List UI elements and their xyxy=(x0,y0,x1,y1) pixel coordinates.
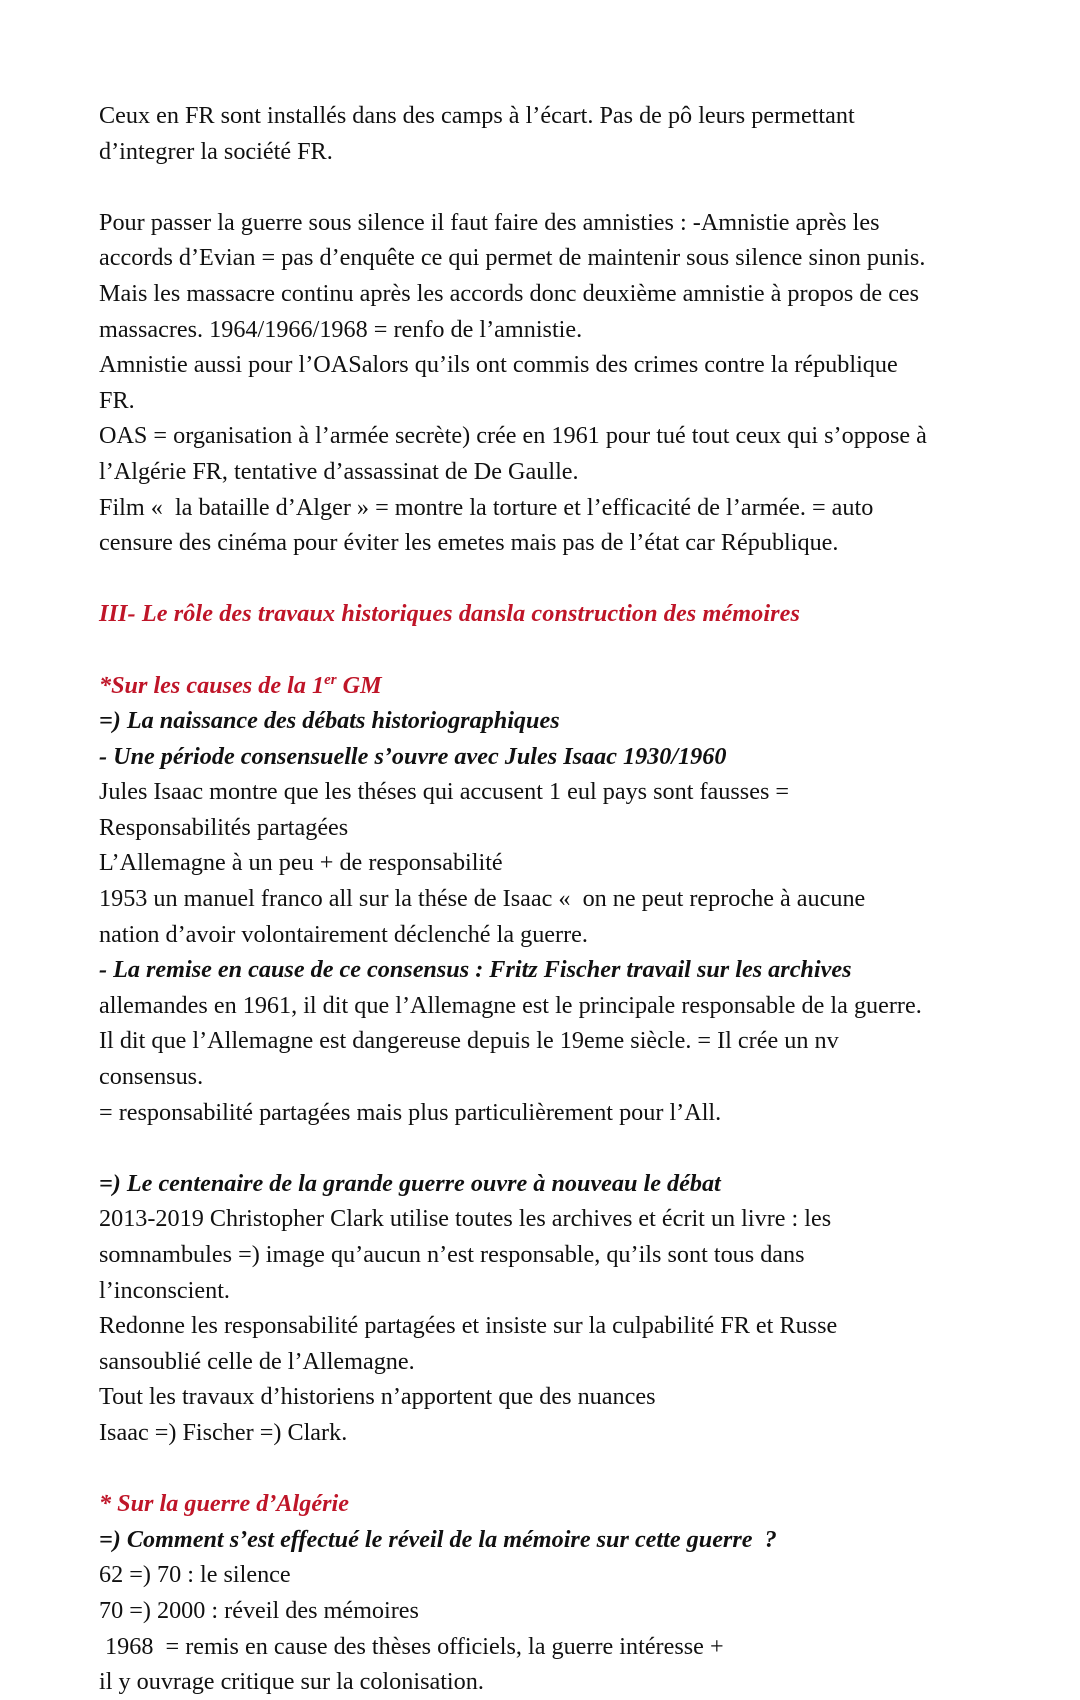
text-line: allemandes en 1961, il dit que l’Allemagne est le principale responsable de la guerre. xyxy=(99,991,922,1019)
subheading-remise-en-cause: - La remise en cause de ce consensus : Fritz Fischer travail sur les archives xyxy=(99,956,852,984)
subheading-text-after: GM xyxy=(336,671,382,699)
text-line: Mais les massacre continu après les accords donc deuxième amnistie à propos de ces xyxy=(99,279,920,307)
subheading-guerre-algerie: * Sur la guerre d’Algérie xyxy=(99,1490,349,1518)
text-line: accords d’Evian = pas d’enquête ce qui permet de maintenir sous silence sinon punis. xyxy=(99,244,926,272)
text-line: Pour passer la guerre sous silence il faut faire des amnisties : -Amnistie après les xyxy=(99,208,880,236)
subheading-periode-consensuelle: - Une période consensuelle s’ouvre avec Jules Isaac 1930/1960 xyxy=(99,742,727,770)
paragraph-camps xyxy=(99,98,988,169)
paragraph-chronologie xyxy=(99,1557,988,1699)
text-line: FR. xyxy=(99,386,135,414)
text-line: OAS = organisation à l’armée secrète) crée en 1961 pour tué tout ceux qui s’oppose à xyxy=(99,422,927,450)
text-line: d’integrer la société FR. xyxy=(99,137,333,165)
text-line: Film « la bataille d’Alger » = montre la torture et l’efficacité de l’armée. = auto xyxy=(99,493,874,521)
text-line: L’Allemagne à un peu + de responsabilité xyxy=(99,849,503,877)
paragraph-amnisties xyxy=(99,205,988,561)
blank-line xyxy=(99,1130,988,1166)
subheading-text-before: *Sur les causes de la 1 xyxy=(99,671,325,699)
paragraph-jules-isaac xyxy=(99,774,988,952)
text-line: 62 =) 70 : le silence xyxy=(99,1561,291,1589)
text-line: Tout les travaux d’historiens n’apportent que des nuances xyxy=(99,1383,656,1411)
ordinal-superscript: er xyxy=(324,671,337,688)
text-line: Ceux en FR sont installés dans des camps à l’écart. Pas de pô leurs permettant xyxy=(99,102,855,129)
blank-line xyxy=(99,1451,988,1487)
blank-line xyxy=(99,169,988,205)
text-line: il y ouvrage critique sur la colonisation. xyxy=(99,1668,484,1696)
text-line: consensus. xyxy=(99,1063,204,1091)
subheading-centenaire: =) Le centenaire de la grande guerre ouvre à nouveau le débat xyxy=(99,1169,721,1197)
subheading-reveil-memoire: =) Comment s’est effectué le réveil de la mémoire sur cette guerre ? xyxy=(99,1525,777,1553)
blank-line xyxy=(99,632,988,668)
text-line: 1953 un manuel franco all sur la thése de Isaac « on ne peut reproche à aucune xyxy=(99,885,866,913)
text-line: Amnistie aussi pour l’OASalors qu’ils ont commis des crimes contre la république xyxy=(99,351,898,379)
text-line: = responsabilité partagées mais plus particulièrement pour l’All. xyxy=(99,1098,722,1126)
text-line: Il dit que l’Allemagne est dangereuse depuis le 19eme siècle. = Il crée un nv xyxy=(99,1027,839,1055)
text-line: censure des cinéma pour éviter les emetes mais pas de l’état car République. xyxy=(99,529,839,557)
text-line: Responsabilités partagées xyxy=(99,813,349,841)
text-line: nation d’avoir volontairement déclenché la guerre. xyxy=(99,920,588,948)
paragraph-clark xyxy=(99,1201,988,1450)
document-body xyxy=(99,98,988,1700)
text-line: 1968 = remis en cause des thèses officiels, la guerre intéresse + xyxy=(99,1632,724,1660)
paragraph-fischer xyxy=(99,988,988,1130)
text-line: l’Algérie FR, tentative d’assassinat de De Gaulle. xyxy=(99,457,579,485)
text-line: massacres. 1964/1966/1968 = renfo de l’amnistie. xyxy=(99,315,583,343)
text-line: Isaac =) Fischer =) Clark. xyxy=(99,1418,348,1446)
blank-line xyxy=(99,561,988,597)
text-line: Redonne les responsabilité partagées et insiste sur la culpabilité FR et Russe xyxy=(99,1312,838,1340)
subheading-causes-premiere-gm xyxy=(99,668,988,704)
text-line: sansoublié celle de l’Allemagne. xyxy=(99,1347,415,1375)
text-line: l’inconscient. xyxy=(99,1276,230,1304)
text-line: 2013-2019 Christopher Clark utilise toutes les archives et écrit un livre : les xyxy=(99,1205,832,1233)
section-heading-iii: III- Le rôle des travaux historiques dansla construction des mémoires xyxy=(99,600,801,628)
subheading-naissance-debats: =) La naissance des débats historiographiques xyxy=(99,707,560,735)
text-line: Jules Isaac montre que les théses qui accusent 1 eul pays sont fausses = xyxy=(99,778,790,806)
text-line: 70 =) 2000 : réveil des mémoires xyxy=(99,1596,419,1624)
text-line: somnambules =) image qu’aucun n’est responsable, qu’ils sont tous dans xyxy=(99,1241,805,1268)
